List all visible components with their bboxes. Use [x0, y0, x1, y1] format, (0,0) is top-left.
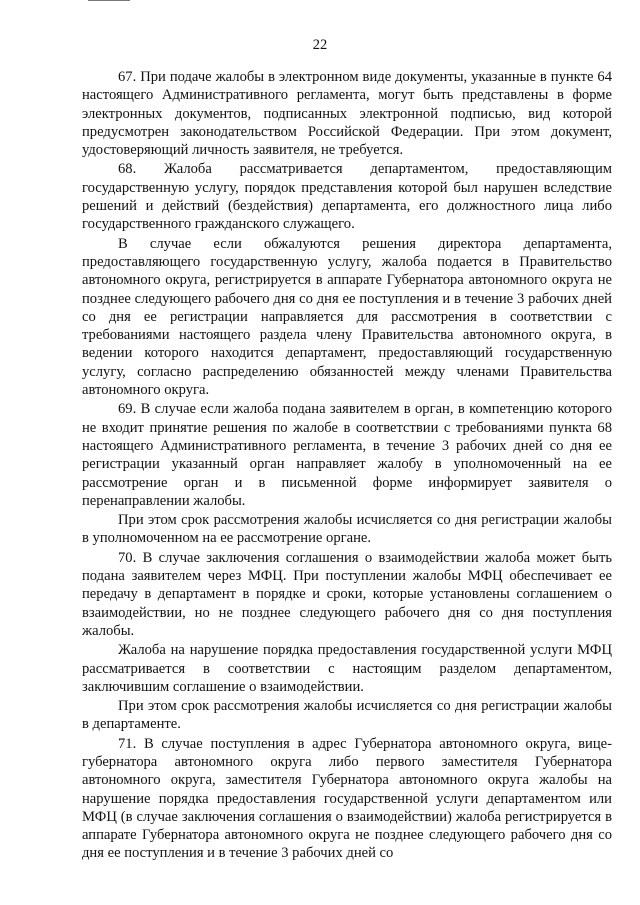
paragraph-69: 69. В случае если жалоба подана заявителем в орган, в компетенцию которого не входит принятие решения по жалобе в соответствии с требованиями пункта 68 настоящего Административного регламента, в течение 3 рабочих дней со дня ее регистрации указанный орган направляет жалобу в уполномоченный на ее рассмотрение орган и в письменной форме информирует заявителя о перенаправлении жалобы.: [82, 401, 612, 509]
paragraph-70-term: При этом срок рассмотрения жалобы исчисляется со дня регистрации жалобы в департаменте.: [82, 698, 612, 733]
paragraph-70: 70. В случае заключения соглашения о взаимодействии жалоба может быть подана заявителем через МФЦ. При поступлении жалобы МФЦ обеспечивает ее передачу в департамент в порядке и сроки, которые установлены соглашением о взаимодействии, но не позднее следующего рабочего дня со дня поступления жалобы.: [82, 549, 612, 639]
paragraph-71: 71. В случае поступления в адрес Губернатора автономного округа, вице-губернатора автономного округа либо первого заместителя Губернатора автономного округа, заместителя Губернатора автономного округа жалобы на нарушение порядка предоставления государственной услуги департаментом или МФЦ (в случае заключения соглашения о взаимодействии) жалоба регистрируется в аппарате Губернатора автономного округа не позднее следующего рабочего дня со дня ее поступления и в течение 3 рабочих дней со: [82, 735, 612, 862]
paragraph-67: 67. При подаче жалобы в электронном виде документы, указанные в пункте 64 настоящего Административного регламента, могут быть представлены в форме электронных документов, подписанных электронной подписью, вид которой предусмотрен законодательством Российской Федерации. При этом документ, удостоверяющий личность заявителя, не требуется.: [82, 69, 612, 159]
top-rule: [88, 0, 130, 1]
paragraph-68: 68. Жалоба рассматривается департаментом, предоставляющим государственную услугу, порядок представления которой был нарушен вследствие решений и действий (бездействия) департамента, его должностного лица либо государственного гражданского служащего.: [82, 161, 612, 233]
page-number: 22: [312, 37, 328, 53]
paragraph-70-mfc: Жалоба на нарушение порядка предоставления государственной услуги МФЦ рассматривается в соответствии с настоящим разделом департаментом, заключившим соглашение о взаимодействии.: [82, 642, 612, 695]
paragraph-68-appeal-director: В случае если обжалуются решения директора департамента, предоставляющего государственную услугу, жалоба подается в Правительство автономного округа, регистрируется в аппарате Губернатора автономного округа не позднее следующего рабочего дня со дня ее поступления и в течение 3 рабочих дней со дня ее регистрации направляется для рассмотрения в соответствии с требованиями настоящего раздела члену Правительства автономного округа, в ведении которого находится департамент, предоставляющий государственную услугу, согласно распределению обязанностей между членами Правительства автономного округа.: [82, 235, 612, 399]
document-body: [82, 68, 612, 864]
paragraph-69-term: При этом срок рассмотрения жалобы исчисляется со дня регистрации жалобы в уполномоченном на ее рассмотрение органе.: [82, 512, 612, 547]
